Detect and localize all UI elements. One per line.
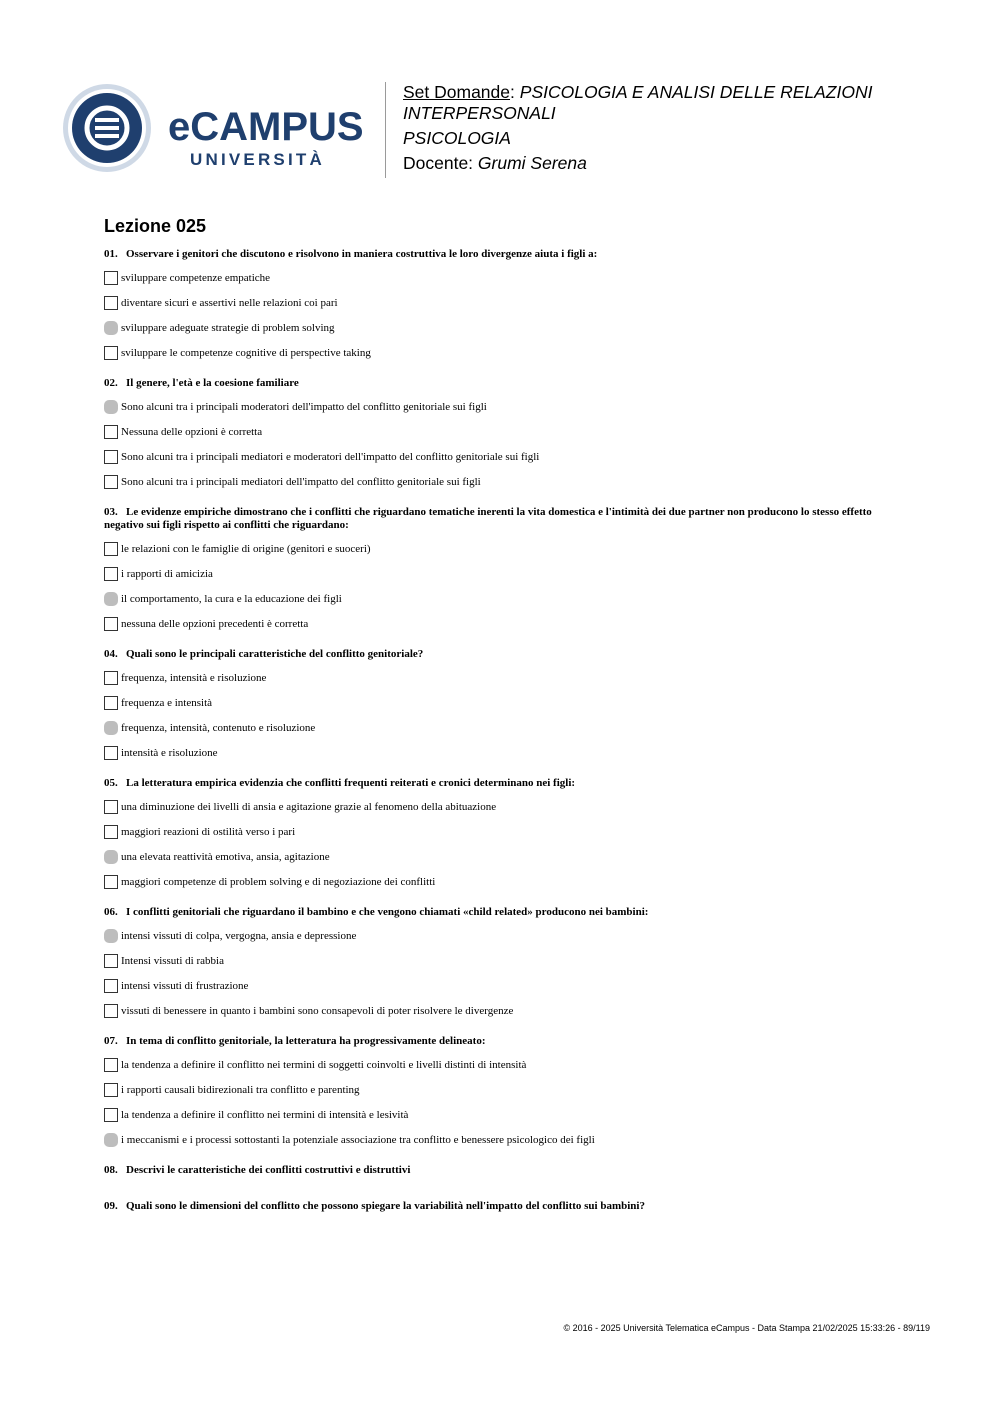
answer-option[interactable] xyxy=(104,567,904,581)
question-number: 09. xyxy=(104,1200,118,1212)
set-title-line xyxy=(403,82,963,124)
question-text xyxy=(104,1164,904,1177)
answer-option[interactable] xyxy=(104,696,904,710)
answer-option[interactable] xyxy=(104,850,904,864)
answer-checkbox[interactable] xyxy=(104,271,118,285)
answer-option[interactable] xyxy=(104,721,904,735)
answer-checkbox-selected[interactable] xyxy=(104,592,118,606)
answer-text: diventare sicuri e assertivi nelle relazioni coi pari xyxy=(121,297,338,309)
question-body: Quali sono le dimensioni del conflitto che possono spiegare la variabilità nell'impatto del conflitto sui bambini? xyxy=(126,1200,645,1212)
answer-text: sviluppare adeguate strategie di problem solving xyxy=(121,322,335,334)
answer-text: Sono alcuni tra i principali moderatori dell'impatto del conflitto genitoriale sui figli xyxy=(121,401,487,413)
answer-option[interactable] xyxy=(104,800,904,814)
answer-text: intensità e risoluzione xyxy=(121,747,218,759)
question-text xyxy=(104,248,904,261)
question-text xyxy=(104,777,904,790)
answer-option[interactable] xyxy=(104,475,904,489)
question-number: 08. xyxy=(104,1164,118,1176)
answer-option[interactable] xyxy=(104,271,904,285)
answer-text: i rapporti di amicizia xyxy=(121,568,213,580)
answer-checkbox[interactable] xyxy=(104,954,118,968)
answer-text: vissuti di benessere in quanto i bambini sono consapevoli di poter risolvere le divergenze xyxy=(121,1005,514,1017)
question-number: 03. xyxy=(104,506,118,518)
question-8 xyxy=(104,1164,904,1177)
answer-option[interactable] xyxy=(104,1004,904,1018)
logo-brand-text: eCAMPUS xyxy=(168,105,364,149)
question-body: Osservare i genitori che discutono e risolvono in maniera costruttiva le loro divergenze aiuta i figli a: xyxy=(126,248,598,260)
answer-checkbox-selected[interactable] xyxy=(104,929,118,943)
answer-checkbox-selected[interactable] xyxy=(104,400,118,414)
question-text xyxy=(104,1200,904,1213)
question-text xyxy=(104,1035,904,1048)
question-number: 07. xyxy=(104,1035,118,1047)
question-5 xyxy=(104,777,904,889)
answer-text: il comportamento, la cura e la educazione dei figli xyxy=(121,593,342,605)
question-body: La letteratura empirica evidenzia che conflitti frequenti reiterati e cronici determinano nei figli: xyxy=(126,777,576,789)
answer-checkbox[interactable] xyxy=(104,1004,118,1018)
answer-checkbox[interactable] xyxy=(104,567,118,581)
question-number: 02. xyxy=(104,377,118,389)
answer-checkbox[interactable] xyxy=(104,450,118,464)
answer-checkbox-selected[interactable] xyxy=(104,321,118,335)
answer-text: i rapporti causali bidirezionali tra conflitto e parenting xyxy=(121,1084,360,1096)
question-number: 06. xyxy=(104,906,118,918)
header-info xyxy=(403,82,963,178)
set-separator: : xyxy=(510,82,515,102)
answer-text: i meccanismi e i processi sottostanti la potenziale associazione tra conflitto e benessere psicologico dei figli xyxy=(121,1134,595,1146)
question-body: Il genere, l'età e la coesione familiare xyxy=(126,377,299,389)
question-9 xyxy=(104,1200,904,1213)
answer-checkbox[interactable] xyxy=(104,617,118,631)
question-body: Quali sono le principali caratteristiche del conflitto genitoriale? xyxy=(126,648,424,660)
question-number: 01. xyxy=(104,248,118,260)
question-4 xyxy=(104,648,904,760)
answer-checkbox[interactable] xyxy=(104,825,118,839)
answer-text: una diminuzione dei livelli di ansia e agitazione grazie al fenomeno della abituazione xyxy=(121,801,497,813)
answer-option[interactable] xyxy=(104,954,904,968)
answer-checkbox[interactable] xyxy=(104,1058,118,1072)
question-7 xyxy=(104,1035,904,1147)
answer-text: Sono alcuni tra i principali mediatori e moderatori dell'impatto del conflitto genitoriale sui figli xyxy=(121,451,540,463)
answer-text: la tendenza a definire il conflitto nei termini di intensità e lesività xyxy=(121,1109,409,1121)
answer-text: maggiori reazioni di ostilità verso i pari xyxy=(121,826,296,838)
answer-option[interactable] xyxy=(104,617,904,631)
answer-text: maggiori competenze di problem solving e di negoziazione dei conflitti xyxy=(121,876,436,888)
page-header xyxy=(0,0,1000,200)
ecampus-logo xyxy=(62,82,372,174)
answer-text: le relazioni con le famiglie di origine (genitori e suoceri) xyxy=(121,543,371,555)
question-text xyxy=(104,906,904,919)
answer-option[interactable] xyxy=(104,592,904,606)
set-label: Set Domande xyxy=(403,82,511,102)
answer-option[interactable] xyxy=(104,542,904,556)
question-list xyxy=(104,248,904,1236)
page-footer: © 2016 - 2025 Università Telematica eCampus - Data Stampa 21/02/2025 15:33:26 - 89/119 xyxy=(563,1323,930,1333)
answer-text: frequenza e intensità xyxy=(121,697,213,709)
answer-text: frequenza, intensità e risoluzione xyxy=(121,672,267,684)
answer-checkbox[interactable] xyxy=(104,542,118,556)
answer-option[interactable] xyxy=(104,746,904,760)
question-body: In tema di conflitto genitoriale, la letteratura ha progressivamente delineato: xyxy=(126,1035,486,1047)
docente-line xyxy=(403,153,963,174)
answer-text: Intensi vissuti di rabbia xyxy=(121,955,224,967)
answer-option[interactable] xyxy=(104,825,904,839)
logo-sub-text: UNIVERSITÀ xyxy=(190,150,325,169)
answer-checkbox[interactable] xyxy=(104,425,118,439)
answer-checkbox[interactable] xyxy=(104,979,118,993)
answer-text: Sono alcuni tra i principali mediatori dell'impatto del conflitto genitoriale sui figli xyxy=(121,476,481,488)
answer-checkbox[interactable] xyxy=(104,800,118,814)
question-2 xyxy=(104,377,904,489)
answer-text: frequenza, intensità, contenuto e risoluzione xyxy=(121,722,316,734)
answer-text: sviluppare competenze empatiche xyxy=(121,272,271,284)
set-title: PSICOLOGIA E ANALISI DELLE RELAZIONI INTERPERSONALI xyxy=(403,82,873,123)
docente-label: Docente: xyxy=(403,153,474,173)
answer-option[interactable] xyxy=(104,296,904,310)
question-text xyxy=(104,377,904,390)
question-6 xyxy=(104,906,904,1018)
answer-option[interactable] xyxy=(104,979,904,993)
answer-option[interactable] xyxy=(104,1133,904,1147)
answer-checkbox[interactable] xyxy=(104,346,118,360)
question-text xyxy=(104,506,904,532)
question-body: Le evidenze empiriche dimostrano che i conflitti che riguardano tematiche inerenti la vita domestica e l'intimità dei due partner non producono lo stesso effetto negativo sui figli rispetto ai conflitti che riguardano: xyxy=(104,506,872,531)
answer-option[interactable] xyxy=(104,321,904,335)
answer-text: una elevata reattività emotiva, ansia, agitazione xyxy=(121,851,330,863)
answer-text: la tendenza a definire il conflitto nei termini di soggetti coinvolti e livelli distinti di intensità xyxy=(121,1059,527,1071)
answer-text: intensi vissuti di colpa, vergogna, ansia e depressione xyxy=(121,930,357,942)
answer-text: nessuna delle opzioni precedenti è corretta xyxy=(121,618,309,630)
answer-checkbox[interactable] xyxy=(104,1108,118,1122)
answer-text: intensi vissuti di frustrazione xyxy=(121,980,249,992)
answer-checkbox[interactable] xyxy=(104,746,118,760)
question-body: Descrivi le caratteristiche dei conflitti costruttivi e distruttivi xyxy=(126,1164,411,1176)
answer-checkbox-selected[interactable] xyxy=(104,1133,118,1147)
answer-option[interactable] xyxy=(104,425,904,439)
answer-option[interactable] xyxy=(104,1058,904,1072)
question-text xyxy=(104,648,904,661)
answer-checkbox[interactable] xyxy=(104,475,118,489)
answer-checkbox[interactable] xyxy=(104,875,118,889)
answer-checkbox-selected[interactable] xyxy=(104,721,118,735)
answer-checkbox[interactable] xyxy=(104,296,118,310)
answer-option[interactable] xyxy=(104,875,904,889)
header-divider xyxy=(385,82,386,178)
answer-checkbox[interactable] xyxy=(104,1083,118,1097)
question-1 xyxy=(104,248,904,360)
answer-option[interactable] xyxy=(104,450,904,464)
docente-name: Grumi Serena xyxy=(477,153,587,173)
answer-option[interactable] xyxy=(104,929,904,943)
answer-checkbox-selected[interactable] xyxy=(104,850,118,864)
answer-option[interactable] xyxy=(104,1108,904,1122)
subject-line xyxy=(403,128,963,149)
subject: PSICOLOGIA xyxy=(403,128,511,148)
answer-option[interactable] xyxy=(104,1083,904,1097)
answer-text: Nessuna delle opzioni è corretta xyxy=(121,426,263,438)
answer-checkbox[interactable] xyxy=(104,671,118,685)
answer-checkbox[interactable] xyxy=(104,696,118,710)
question-number: 05. xyxy=(104,777,118,789)
question-3 xyxy=(104,506,904,631)
question-number: 04. xyxy=(104,648,118,660)
answer-option[interactable] xyxy=(104,400,904,414)
answer-option[interactable] xyxy=(104,346,904,360)
lesson-title: Lezione 025 xyxy=(104,216,207,236)
answer-text: sviluppare le competenze cognitive di perspective taking xyxy=(121,347,371,359)
answer-option[interactable] xyxy=(104,671,904,685)
question-body: I conflitti genitoriali che riguardano il bambino e che vengono chiamati «child related» producono nei bambini: xyxy=(126,906,649,918)
